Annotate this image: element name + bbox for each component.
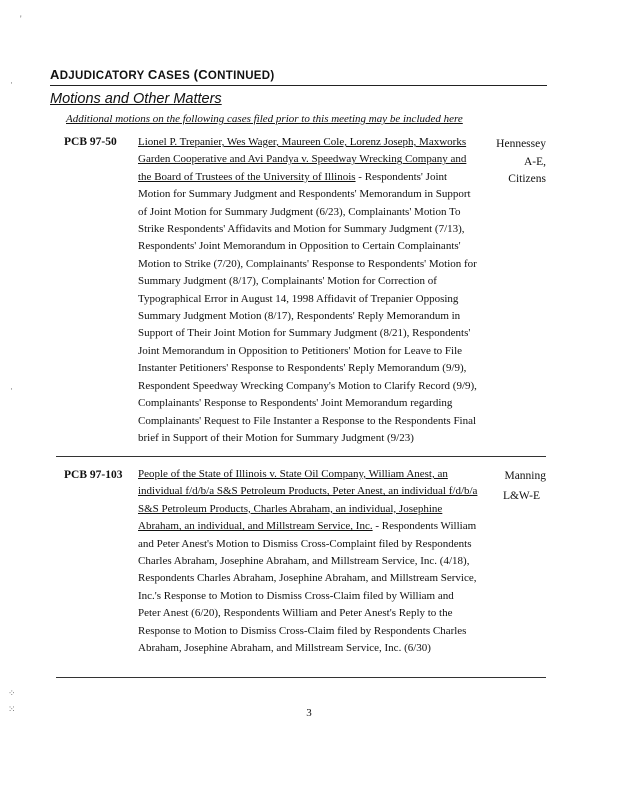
case-parties: People of the State of Illinois v. State Oil Company, William Anest, an individual f/d/b/a S&S Petroleum Products, Peter Anest, an individual f/d/b/a S&S Petroleum Products, Charles Abraham, an individual, Josephine Abraham, an individual, and Millstream Service, Inc. [138,468,478,533]
board-member: Manning [504,470,546,482]
scan-speck: ' [20,14,22,24]
header-continued-rest: ONTINUED) [207,70,275,82]
header-continued-initial: (C [193,67,208,82]
case-description [138,134,478,447]
header-cases-initial: C [147,67,158,82]
case-type: A-E, Citizens [508,156,546,185]
case-assignment [484,134,546,188]
case-type: L&W-E [502,490,540,502]
case-id: PCB 97-50 [64,136,117,148]
case-id: PCB 97-103 [64,469,123,481]
header-rule [50,85,547,86]
case-divider [56,677,546,678]
scan-speck: · [10,384,13,394]
case-motions: - Respondents William and Peter Anest's Motion to Dismiss Cross-Complaint filed by Respondents Charles Abraham, Josephine Abraham, and Millstream Service, Inc. (4/18), Respondents Charles Abraham, Josephine Abraham, and Millstream Service, Inc.'s Response to Motion to Dismiss Cross-Claim filed by William and Peter Anest (6/20), Respondents William and Peter Anest's Reply to the Response to Motion to Dismiss Cross-Claim filed by Respondents Charles Abraham, Josephine Abraham, and Millstream Service, Inc. (6/30) [138,520,477,655]
subheading: Motions and Other Matters [50,91,222,107]
section-header [50,67,550,82]
filing-note: Additional motions on the following cases filed prior to this meeting may be included here [66,113,463,125]
header-cases-rest: ASES [157,70,194,82]
case-assignment [484,466,546,506]
board-member: Hennessey [496,138,546,150]
case-divider [56,456,546,457]
case-parties: Lionel P. Trepanier, Wes Wager, Maureen Cole, Lorenz Joseph, Maxworks Garden Cooperative and Avi Pandya v. Speedway Wrecking Company and the Board of Trustees of the University of Illinois [138,136,467,183]
scan-speck: ⁙ [8,704,16,714]
scan-speck: · [10,78,13,88]
page-number: 3 [306,707,312,719]
case-description [138,466,478,657]
header-word-rest: DJUDICATORY [59,70,148,82]
case-motions: - Respondents' Joint Motion for Summary Judgment and Respondents' Memorandum in Support of Joint Motion for Summary Judgment (6/23), Complainants' Motion To Strike Respondents' Affidavits and Motion for Summary Judgment (7/13), Respondents' Joint Memorandum in Opposition to Certain Complainants' Motion to Strike (7/20), Complainants' Response to Respondents' Motion for Summary Judgment (8/17), Complainants' Motion for Correction of Typographical Error in August 14, 1998 Affidavit of Trepanier Opposing Summary Judgment Motion (8/17), Respondents' Reply Memorandum in Support of Their Joint Motion for Summary Judgment (8/21), Respondents' Joint Memorandum in Opposition to Petitioners' Motion for Leave to File Instanter Petitioners' Response to Respondents' Reply Memorandum (9/9), Respondent Speedway Wrecking Company's Motion to Clarify Record (9/9), Complainants' Response to Respondents' Joint Memorandum regarding Complainants' Request to File Instanter a Response to the Respondents Final brief in Support of their Motion for Summary Judgment (9/23) [138,170,477,444]
scan-speck: ⁘ [8,688,16,698]
header-initial: A [50,67,60,82]
